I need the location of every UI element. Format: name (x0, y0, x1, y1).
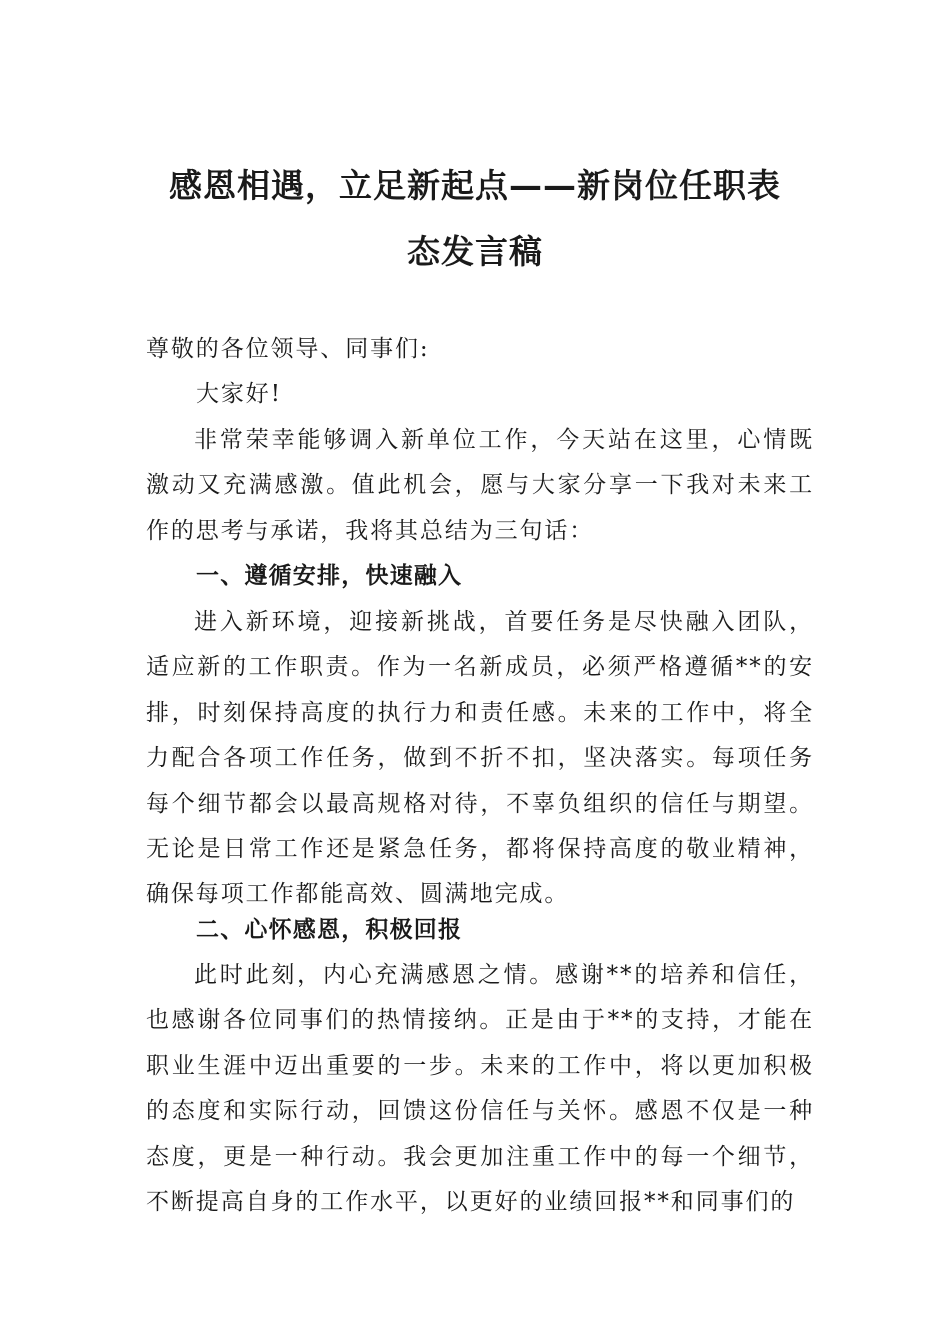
salutation: 尊敬的各位领导、同事们: (146, 336, 430, 362)
section-heading-1: 一、遵循安排，快速融入 (196, 563, 463, 589)
document-title-line-1: 感恩相遇，立足新起点——新岗位任职表 (169, 166, 781, 205)
section-heading-2: 二、心怀感恩，积极回报 (196, 917, 463, 943)
greeting: 大家好! (196, 381, 282, 407)
section-body-1: 进入新环境，迎接新挑战，首要任务是尽快融入团队，适应新的工作职责。作为一名新成员，必须严格遵循**的安排，时刻保持高度的执行力和责任感。未来的工作中，将全力配合各项工作任务，做到不折不扣，坚决落实。每项任务每个细节都会以最高规格对待，不辜负组织的信任与期望。无论是日常工作还是紧急任务，都将保持高度的敬业精神，确保每项工作都能高效、圆满地完成。 (146, 609, 814, 908)
document-title-line-2: 态发言稿 (407, 232, 543, 271)
section-body-2: 此时此刻，内心充满感恩之情。感谢**的培养和信任，也感谢各位同事们的热情接纳。正是由于**的支持，才能在职业生涯中迈出重要的一步。未来的工作中，将以更加积极的态度和实际行动，回馈这份信任与关怀。感恩不仅是一种态度，更是一种行动。我会更加注重工作中的每一个细节，不断提高自身的工作水平，以更好的业绩回报**和同事们的 (146, 962, 814, 1216)
intro-paragraph: 非常荣幸能够调入新单位工作，今天站在这里，心情既激动又充满感激。值此机会，愿与大家分享一下我对未来工作的思考与承诺，我将其总结为三句话： (146, 427, 814, 544)
